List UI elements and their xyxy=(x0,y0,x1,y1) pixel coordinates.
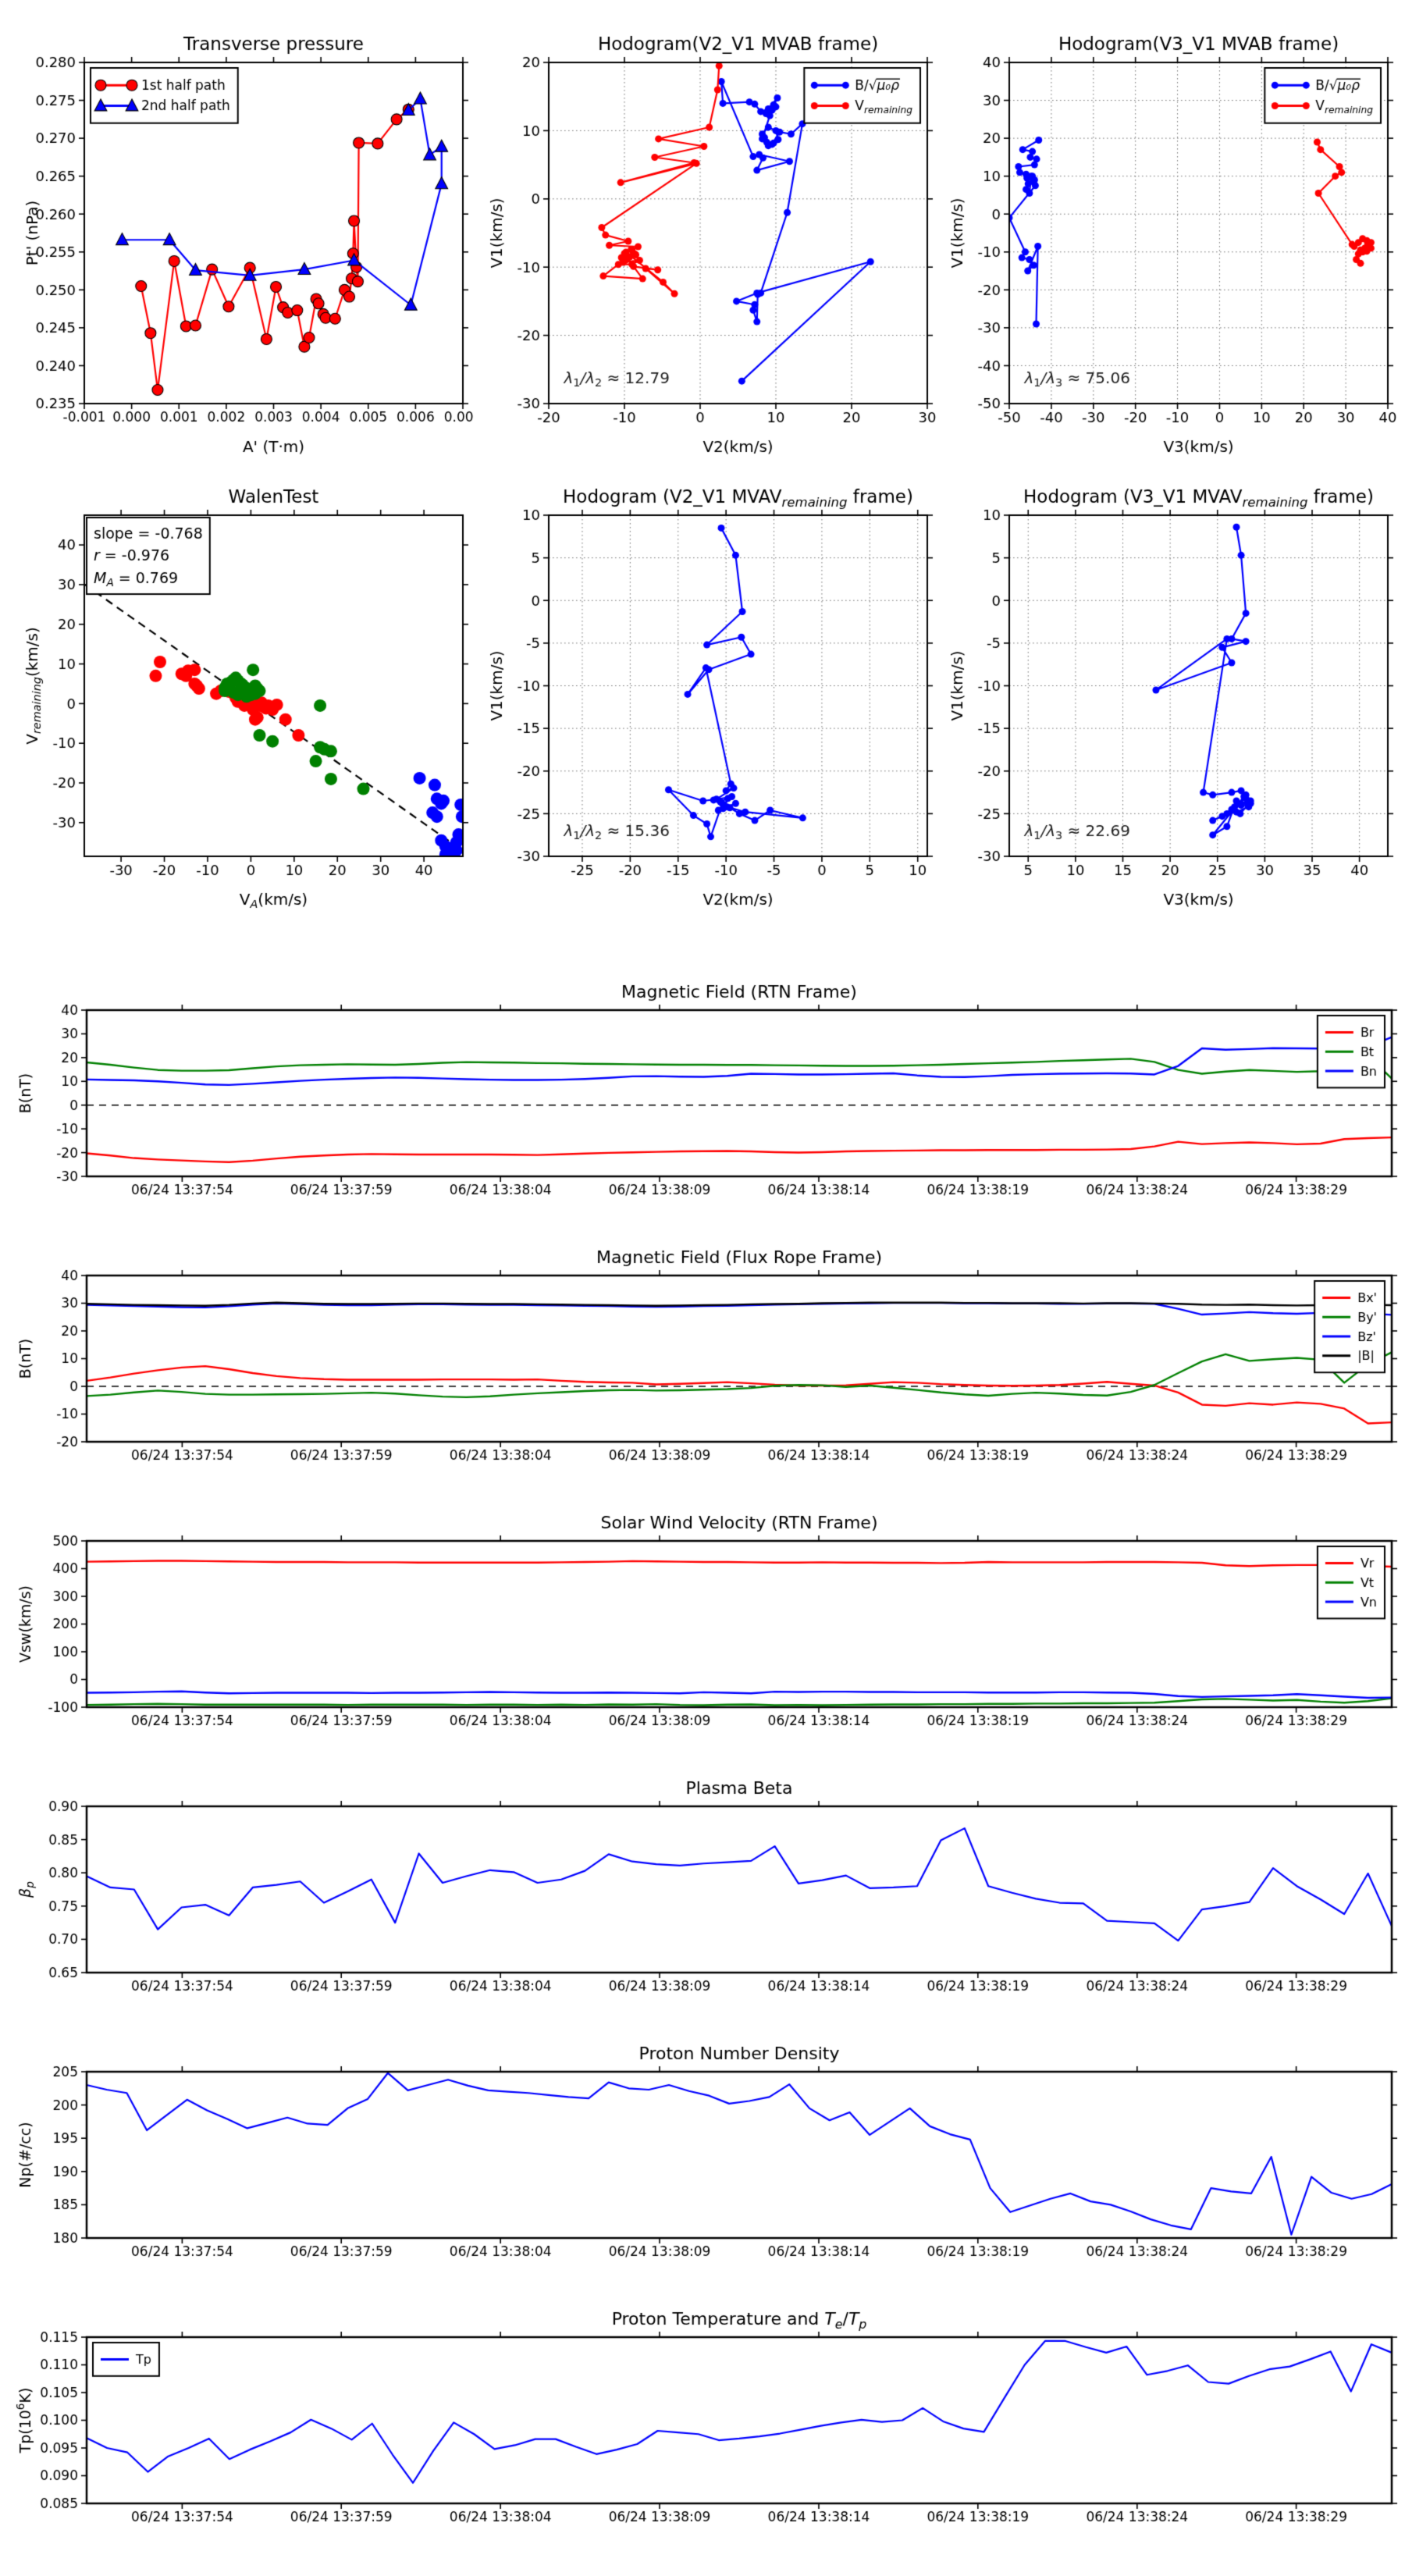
magnetic-field-rtn-chart xyxy=(12,974,1401,1228)
solar-wind-velocity-chart xyxy=(12,1505,1401,1759)
plasma-beta-chart xyxy=(12,1770,1401,2024)
hodogram-v3v1-mvab-chart xyxy=(942,22,1399,463)
transverse-pressure-chart xyxy=(17,22,474,463)
hodogram-v3v1-mvav-chart xyxy=(942,475,1399,916)
hodogram-v2v1-mvav-chart xyxy=(482,475,938,916)
walen-test-chart xyxy=(17,475,474,916)
magnetic-field-fluxrope-chart xyxy=(12,1240,1401,1493)
proton-density-chart xyxy=(12,2036,1401,2290)
proton-temperature-chart xyxy=(12,2301,1401,2555)
hodogram-v2v1-mvab-chart xyxy=(482,22,938,463)
